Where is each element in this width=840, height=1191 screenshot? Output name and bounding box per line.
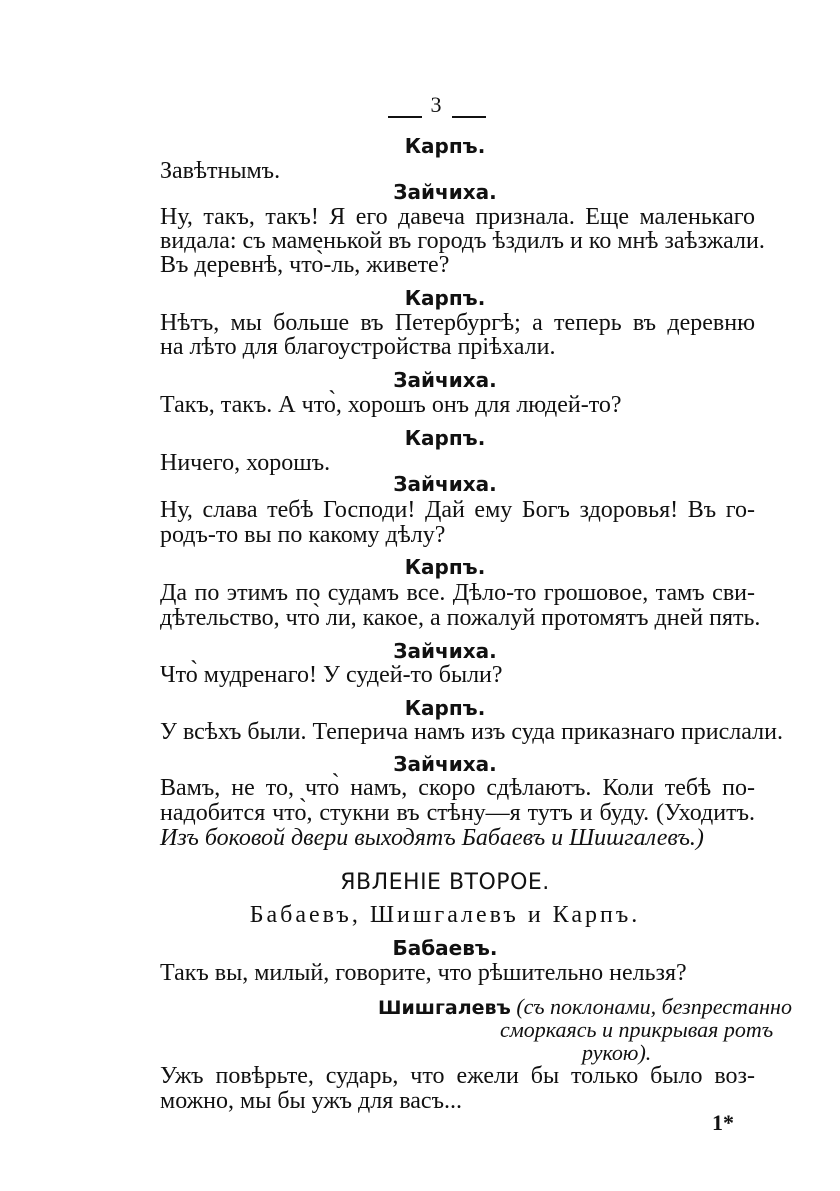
stage-direction-line: Изъ боковой двери выходятъ Бабаевъ и Шишгалевъ.) — [160, 825, 704, 851]
dialogue-line: Завѣтнымъ. — [160, 158, 281, 184]
dialogue-line: родъ-то вы по какому дѣлу? — [160, 522, 446, 548]
dialogue-line: можно, мы бы ужъ для васъ... — [160, 1088, 462, 1114]
dialogue-line: надобится что̀, стукни въ стѣну—я тутъ и буду. (Уходитъ. — [160, 800, 755, 826]
header-rule-right — [452, 116, 486, 118]
dialogue-line: Ну, слава тебѣ Господи! Дай ему Богъ здоровья! Въ го- — [160, 497, 755, 523]
printer-signature-mark: 1* — [712, 1110, 734, 1135]
speaker-name: Карпъ. — [404, 426, 486, 450]
dialogue-line: на лѣто для благоустройства пріѣхали. — [160, 334, 556, 360]
stage-direction-line: сморкаясь и прикрывая ротъ — [500, 1017, 774, 1042]
dialogue-line: видала: съ маменькой въ городъ ѣздилъ и ко мнѣ заѣзжали. — [160, 228, 765, 254]
dialogue-line: Нѣтъ, мы больше въ Петербургѣ; а теперь въ деревню — [160, 310, 755, 336]
dialogue-line: Ужъ повѣрьте, сударь, что ежели бы только было воз- — [160, 1063, 755, 1089]
scene-cast: Бабаевъ, Шишгалевъ и Карпъ. — [249, 902, 641, 928]
speaker-name: Зайчиха. — [393, 752, 497, 776]
speaker-name: Карпъ. — [404, 696, 486, 720]
speaker-name: Зайчиха. — [393, 368, 497, 392]
speaker-name: Зайчиха. — [393, 180, 497, 204]
dialogue-line: Въ деревнѣ, что̀-ль, живете? — [160, 252, 450, 278]
stage-direction-line: рукою). — [582, 1040, 652, 1065]
dialogue-line: Ну, такъ, такъ! Я его давеча признала. Еще маленькаго — [160, 204, 755, 230]
speaker-name: Карпъ. — [404, 286, 486, 310]
stage-direction-text: (съ поклонами, безпрестанно — [516, 994, 792, 1019]
speaker-name: Зайчиха. — [393, 639, 497, 663]
dialogue-line: Такъ вы, милый, говорите, что рѣшительно нельзя? — [160, 960, 687, 986]
dialogue-line: Такъ, такъ. А что̀, хорошъ онъ для людей-то? — [160, 392, 622, 418]
dialogue-line: Да по этимъ по судамъ все. Дѣло-то грошовое, тамъ сви- — [160, 580, 755, 606]
speaker-name: Зайчиха. — [393, 472, 497, 496]
stage-speaker-name: Шишгалевъ — [378, 997, 511, 1019]
dialogue-line: Что̀ мудренаго! У судей-то были? — [160, 662, 503, 688]
page-number: 3 — [430, 92, 442, 117]
speaker-name: Бабаевъ. — [392, 936, 498, 960]
speaker-name: Карпъ. — [404, 134, 486, 158]
dialogue-line: Ничего, хорошъ. — [160, 450, 331, 476]
dialogue-line: Вамъ, не то, что̀ намъ, скоро сдѣлаютъ. Коли тебѣ по- — [160, 775, 755, 801]
speaker-name: Карпъ. — [404, 555, 486, 579]
scene-title: ЯВЛЕНІЕ ВТОРОЕ. — [340, 870, 550, 895]
dialogue-line: дѣтельство, что̀ ли, какое, а пожалуй протомятъ дней пять. — [160, 605, 761, 631]
dialogue-line: У всѣхъ были. Теперича намъ изъ суда приказнаго прислали. — [160, 719, 783, 745]
